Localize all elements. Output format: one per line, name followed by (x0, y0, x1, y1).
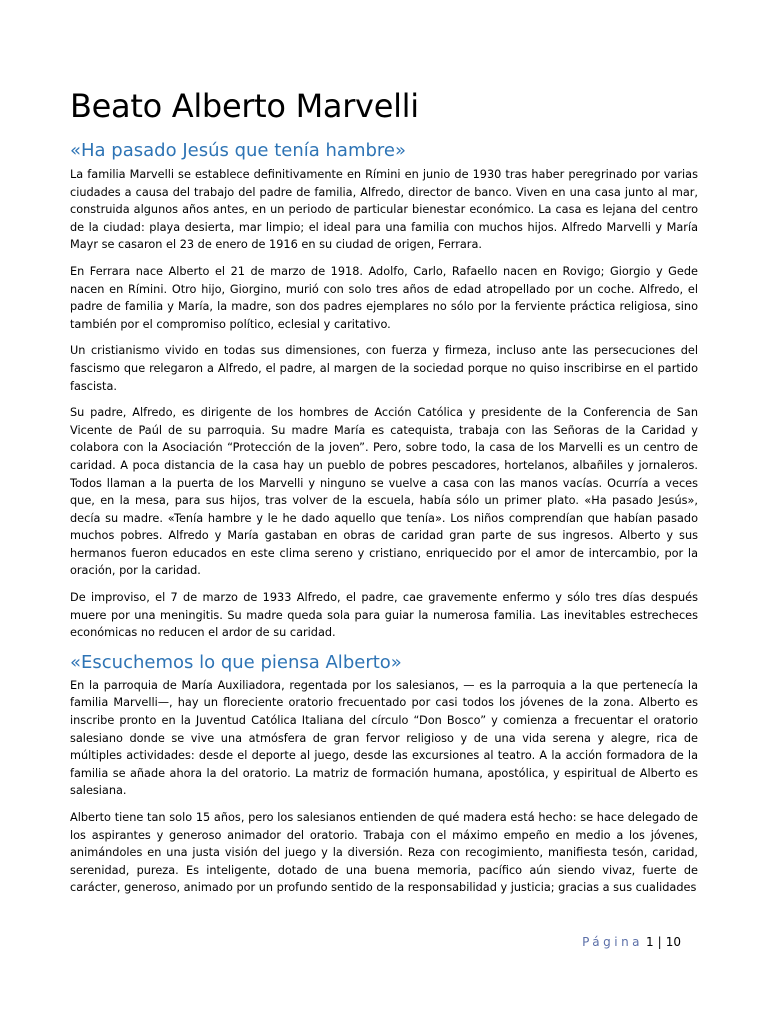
page-separator: | (657, 935, 662, 949)
section-heading: «Escuchemos lo que piensa Alberto» (70, 651, 402, 673)
paragraph: Alberto tiene tan solo 15 años, pero los salesianos entienden de qué madera está hecho: se hace delegado de los aspirantes y generoso animador del oratorio. Trabaja con el máximo empeño en medio a los jóvenes, animándoles en una justa visión del juego y la diversión. Reza con recogimiento, manifiesta tesón, caridad, serenidad, pureza. Es inteligente, dotado de una buena memoria, pacífico aún siendo vivaz, fuerte de carácter, generoso, animado por un profundo sentido de la responsabilidad y justicia; gracias a sus cualidades (70, 811, 698, 895)
page-footer (582, 935, 681, 949)
total-pages: 10 (665, 935, 681, 949)
paragraph: En Ferrara nace Alberto el 21 de marzo de 1918. Adolfo, Carlo, Rafaello nacen en Rovigo; Giorgio y Gede nacen en Rímini. Otro hijo, Giorgino, murió con solo tres años de edad atropellado por un coche. Alfredo, el padre de familia y María, la madre, son dos padres ejemplares no sólo por la ferviente práctica religiosa, sino también por el compromiso político, eclesial y caritativo. (70, 264, 698, 331)
paragraph: Un cristianismo vivido en todas sus dimensiones, con fuerza y firmeza, incluso ante las persecuciones del fascismo que relegaron a Alfredo, el padre, al margen de la sociedad porque no quiso inscribirse en el partido fascista. (70, 344, 698, 393)
paragraph: La familia Marvelli se establece definitivamente en Rímini en junio de 1930 tras haber peregrinado por varias ciudades a causa del trabajo del padre de familia, Alfredo, director de banco. Viven en una casa junto al mar, construida algunos años antes, en un periodo de particular bienestar económico. La casa es lejana del centro de la ciudad: playa desierta, mar limpio; el ideal para una familia con muchos hijos. Alfredo Marvelli y María Mayr se casaron el 23 de enero de 1916 en su ciudad de origen, Ferrara. (70, 168, 698, 252)
page-number: 1 (646, 935, 654, 949)
paragraph: De improviso, el 7 de marzo de 1933 Alfredo, el padre, cae gravemente enfermo y sólo tres días después muere por una meningitis. Su madre queda sola para guiar la numerosa familia. Las inevitables estrecheces económicas no reducen el ardor de su caridad. (70, 591, 698, 640)
paragraph: En la parroquia de María Auxiliadora, regentada por los salesianos, — es la parroquia a la que pertenecía la familia Marvelli—, hay un floreciente oratorio frecuentado por casi todos los jóvenes de la zona. Alberto es inscribe pronto en la Juventud Católica Italiana del círculo “Don Bosco” y comienza a frecuentar el oratorio salesiano donde se vive una atmósfera de gran fervor religioso y de una vida serena y alegre, rica de múltiples actividades: desde el deporte al juego, desde las excursiones al teatro. A la acción formadora de la familia se añade ahora la del oratorio. La matriz de formación humana, apostólica, y espiritual de Alberto es salesiana. (70, 678, 698, 798)
page-word: Página (582, 935, 644, 949)
paragraph: Su padre, Alfredo, es dirigente de los hombres de Acción Católica y presidente de la Conferencia de San Vicente de Paúl de su parroquia. Su madre María es catequista, trabaja con las Señoras de la Caridad y colabora con la Asociación “Protección de la joven”. Pero, sobre todo, la casa de los Marvelli es un centro de caridad. A poca distancia de la casa hay un pueblo de pobres pescadores, hortelanos, albañiles y jornaleros. Todos llaman a la puerta de los Marvelli y ninguno se vuelve a casa con las manos vacías. Ocurría a veces que, en la mesa, para sus hijos, tras volver de la escuela, había sólo un primer plato. «Ha pasado Jesús», decía su madre. «Tenía hambre y le he dado aquello que tenía». Los niños comprendían que habían pasado muchos pobres. Alfredo y María gastaban en obras de caridad gran parte de sus ingresos. Alberto y sus hermanos fueron educados en este clima sereno y cristiano, enriquecido por el amor de intercambio, por la oración, por la caridad. (70, 406, 698, 578)
section-heading: «Ha pasado Jesús que tenía hambre» (70, 140, 407, 161)
page-title: Beato Alberto Marvelli (70, 87, 419, 125)
